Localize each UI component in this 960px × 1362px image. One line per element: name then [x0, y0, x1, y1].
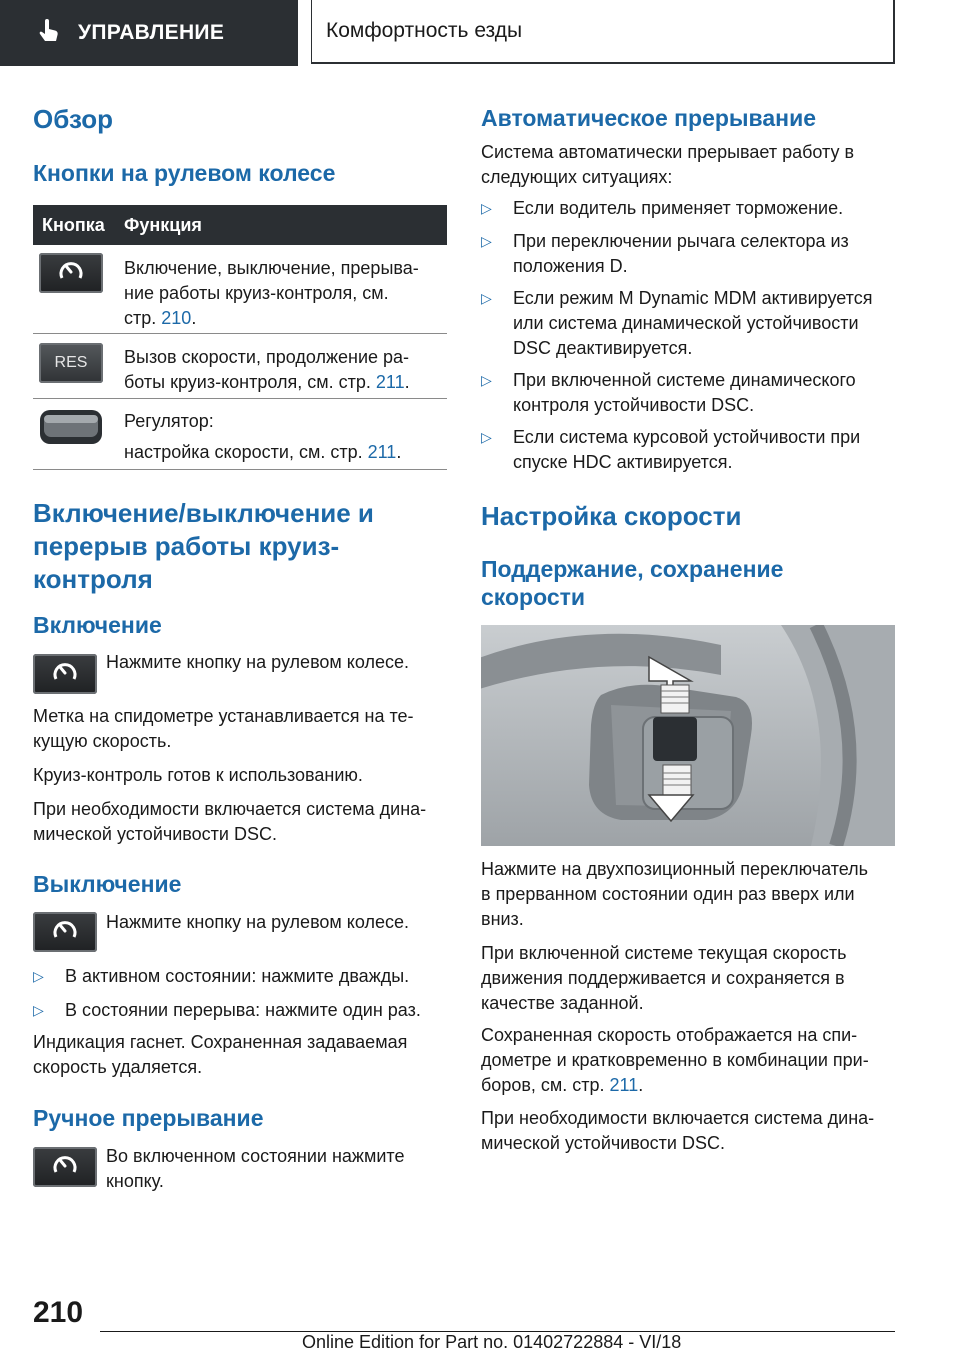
res-label: RES — [54, 354, 88, 371]
list-item-text: В состоянии перерыва: нажмите один раз. — [65, 1000, 421, 1020]
stored-speed-end: . — [638, 1075, 644, 1095]
para-stored-speed-line2: дометре и кратковременно в комбинации при- — [481, 1050, 869, 1070]
col-button-header: Кнопка — [42, 215, 105, 235]
para-rocker-line2: в прерванном состоянии один раз вверх или — [481, 884, 855, 904]
para-indication-line2: скорость удаляется. — [33, 1057, 203, 1077]
para-current-speed-line2: движения поддерживается и сохраняется в — [481, 968, 845, 988]
heading-speed-setting: Настройка скорости — [481, 501, 742, 531]
row2-page-link[interactable]: 211 — [375, 372, 405, 392]
list-item-line: При включенной системе динамического — [513, 370, 856, 390]
heading-on-off-line1: Включение/выключение и — [33, 498, 374, 528]
list-item-line: или система динамической устойчивости — [513, 313, 859, 333]
cruise-button-image — [33, 654, 97, 694]
switch-off-text: Нажмите кнопку на рулевом колесе. — [106, 912, 410, 932]
list-item-text — [513, 368, 856, 418]
speedometer-icon — [51, 917, 79, 948]
para-stored-speed-line1: Сохраненная скорость отображается на спи- — [481, 1025, 858, 1045]
list-item-line: спуске HDC активируется. — [513, 452, 733, 472]
auto-intro — [481, 140, 895, 190]
heading-overview: Обзор — [33, 104, 113, 134]
row3-line2 — [124, 440, 444, 465]
heading-keep-speed-line1: Поддержание, сохранение — [481, 556, 784, 582]
chapter-tab[interactable] — [311, 0, 895, 64]
heading-on-off — [33, 497, 374, 596]
row1-line2: ние работы круиз-контроля, см. — [124, 283, 389, 303]
section-title: УПРАВЛЕНИЕ — [78, 21, 225, 44]
hand-pointer-icon — [38, 19, 60, 48]
triangle-bullet-icon: ▷ — [481, 290, 492, 306]
chapter-title: Комфортность езды — [326, 19, 523, 42]
row1-line1: Включение, выключение, прерыва- — [124, 258, 419, 278]
heading-buttons: Кнопки на рулевом колесе — [33, 160, 336, 186]
page-number: 210 — [33, 1296, 84, 1329]
switch-on-text: Нажмите кнопку на рулевом колесе. — [106, 652, 410, 672]
cruise-button-image — [33, 912, 97, 952]
table-header — [33, 205, 447, 245]
list-item-line: положения D. — [513, 256, 628, 276]
row-divider — [33, 333, 447, 334]
manual-text-line1: Во включенном состоянии нажмите — [106, 1146, 405, 1166]
list-item-text — [513, 229, 849, 279]
speedometer-icon — [51, 659, 79, 690]
row1-line3 — [124, 306, 444, 331]
para-rocker-line3: вниз. — [481, 909, 524, 929]
row2-line1: Вызов скорости, продолжение ра- — [124, 347, 410, 367]
manual-text-line2: кнопку. — [106, 1171, 164, 1191]
heading-keep-speed-line2: скорости — [481, 584, 586, 610]
para-ready: Круиз-контроль готов к использованию. — [33, 765, 363, 785]
row2-end: . — [404, 372, 410, 392]
list-item-text — [513, 196, 843, 221]
stored-speed-page-link[interactable]: 211 — [609, 1075, 639, 1095]
row-divider — [33, 398, 447, 399]
heading-keep-speed — [481, 555, 783, 611]
para-dsc-right-line1: При необходимости включается система дина- — [481, 1108, 875, 1128]
heading-switch-off: Выключение — [33, 871, 182, 897]
para-dsc-line1: При необходимости включается система дина- — [33, 799, 427, 819]
cruise-button-image — [33, 1147, 97, 1187]
para-mark — [33, 704, 447, 754]
row1-function — [124, 256, 444, 331]
res-button-image — [39, 343, 103, 383]
list-item — [481, 425, 860, 475]
steering-wheel-illustration — [481, 625, 895, 846]
para-dsc-line2: мической устойчивости DSC. — [33, 824, 277, 844]
para-stored-speed-line3 — [481, 1073, 895, 1098]
row2-function — [124, 345, 444, 395]
speedometer-icon — [57, 258, 85, 289]
para-stored-speed — [481, 1023, 895, 1098]
row3-page-link[interactable]: 211 — [367, 442, 397, 462]
list-item-line: Если водитель применяет торможение. — [513, 198, 844, 218]
stored-speed-ref-text: боров, см. стр. — [481, 1075, 610, 1095]
cruise-button-image — [39, 253, 103, 293]
para-current-speed — [481, 941, 895, 1016]
row3-line1: Регулятор: — [124, 411, 214, 431]
list-item — [481, 368, 856, 418]
list-item — [33, 998, 421, 1023]
para-rocker — [481, 857, 895, 932]
list-item — [481, 286, 872, 361]
row1-end: . — [191, 308, 197, 328]
list-item-text — [513, 286, 872, 361]
list-item — [481, 196, 843, 221]
para-current-speed-line1: При включенной системе текущая скорость — [481, 943, 847, 963]
para-dsc — [33, 797, 447, 847]
list-item-line: контроля устойчивости DSC. — [513, 395, 755, 415]
para-current-speed-line3: качестве заданной. — [481, 993, 644, 1013]
edition-text: Online Edition for Part no. 01402722884 - VI/18 — [302, 1332, 682, 1352]
list-item-line: При переключении рычага селектора из — [513, 231, 849, 251]
triangle-bullet-icon: ▷ — [481, 200, 492, 216]
row3-function — [124, 409, 444, 465]
triangle-bullet-icon: ▷ — [33, 1002, 44, 1018]
heading-auto-interrupt: Автоматическое прерывание — [481, 105, 817, 131]
triangle-bullet-icon: ▷ — [481, 233, 492, 249]
list-item-line: Если режим M Dynamic MDM активируется — [513, 288, 873, 308]
auto-intro-line1: Система автоматически прерывает работу в — [481, 142, 855, 162]
para-mark-line2: кущую скорость. — [33, 731, 172, 751]
list-item-text — [513, 425, 860, 475]
para-indication-line1: Индикация гаснет. Сохраненная задаваемая — [33, 1032, 408, 1052]
triangle-bullet-icon: ▷ — [33, 968, 44, 984]
para-mark-line1: Метка на спидометре устанавливается на те- — [33, 706, 414, 726]
para-dsc-right — [481, 1106, 895, 1156]
list-item — [33, 964, 409, 989]
row1-ref-text: стр. — [124, 308, 162, 328]
col-function-header: Функция — [124, 215, 202, 235]
row2-ref-text: боты круиз-контроля, см. стр. — [124, 372, 376, 392]
list-item-line: DSC деактивируется. — [513, 338, 693, 358]
list-item-text: В активном состоянии: нажмите дважды. — [65, 966, 410, 986]
rocker-switch-image — [38, 406, 104, 448]
section-tab[interactable] — [0, 0, 298, 66]
para-rocker-line1: Нажмите на двухпозиционный переключатель — [481, 859, 869, 879]
row3-ref-text: настройка скорости, см. стр. — [124, 442, 368, 462]
row-divider — [33, 469, 447, 470]
row2-line2 — [124, 370, 444, 395]
heading-switch-on: Включение — [33, 612, 162, 638]
list-item-line: Если система курсовой устойчивости при — [513, 427, 861, 447]
para-dsc-right-line2: мической устойчивости DSC. — [481, 1133, 725, 1153]
para-indication — [33, 1030, 447, 1080]
row3-end: . — [396, 442, 402, 462]
heading-on-off-line3: контроля — [33, 564, 153, 594]
heading-manual-interrupt: Ручное прерывание — [33, 1105, 264, 1131]
list-item — [481, 229, 849, 279]
auto-intro-line2: следующих ситуациях: — [481, 167, 673, 187]
manual-text — [106, 1144, 446, 1194]
heading-on-off-line2: перерыв работы круиз- — [33, 531, 340, 561]
row1-page-link[interactable]: 210 — [161, 308, 192, 328]
triangle-bullet-icon: ▷ — [481, 372, 492, 388]
speedometer-icon — [51, 1152, 79, 1183]
triangle-bullet-icon: ▷ — [481, 429, 492, 445]
